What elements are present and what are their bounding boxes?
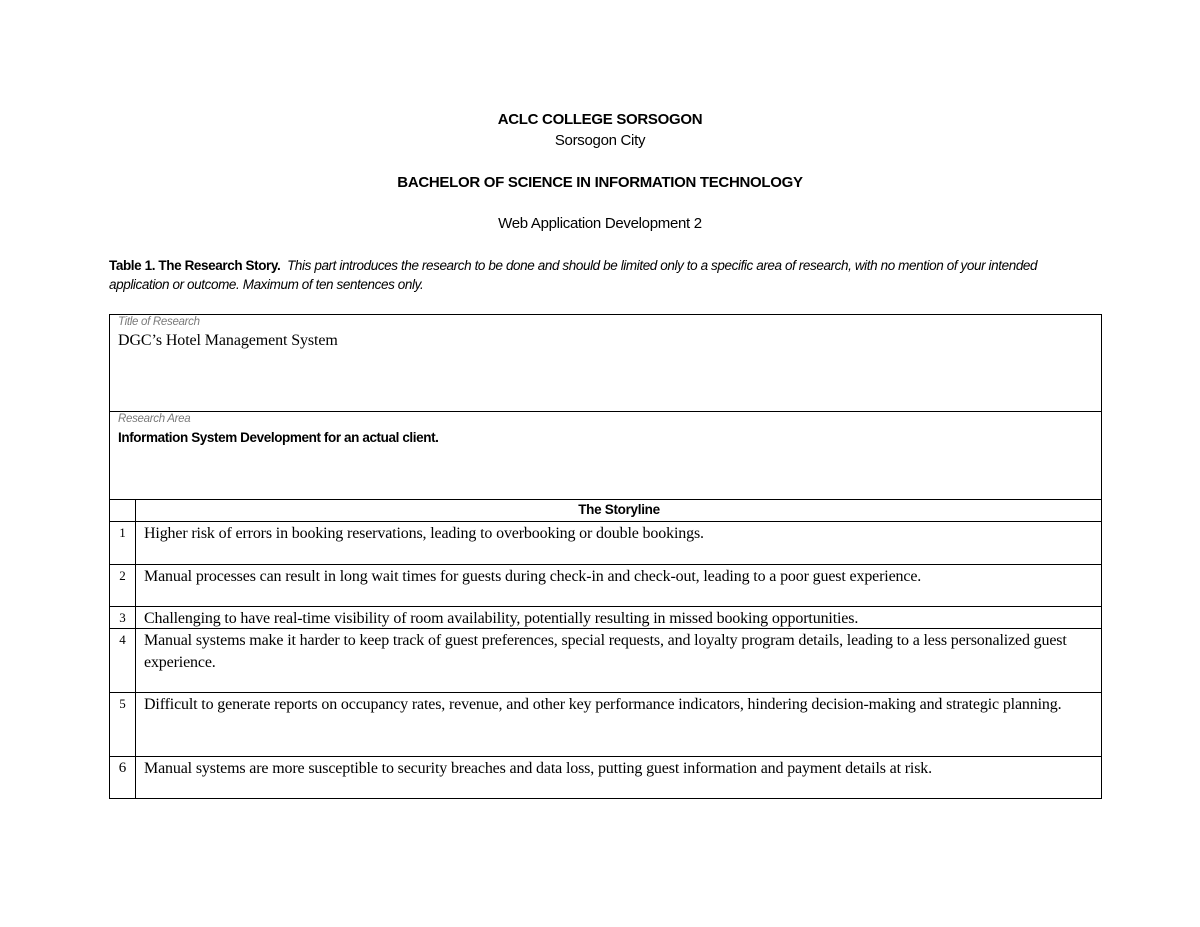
storyline-heading: The Storyline — [578, 502, 660, 517]
storyline-row-text: Difficult to generate reports on occupancy rates, revenue, and other key performance indicators, hindering decision-making and strategic planning. — [144, 696, 1062, 713]
title-of-research-label: Title of Research — [118, 316, 200, 328]
table-border-left — [109, 314, 110, 799]
storyline-row-text: Manual processes can result in long wait times for guests during check-in and check-out, leading to a poor guest experience. — [144, 568, 922, 585]
table-divider-title — [109, 411, 1102, 412]
program-title: BACHELOR OF SCIENCE IN INFORMATION TECHNOLOGY — [397, 174, 803, 191]
storyline-row-number: 3 — [119, 610, 126, 625]
storyline-row-number: 4 — [119, 632, 126, 647]
table-border-bottom — [109, 798, 1102, 799]
table-number-column-divider — [135, 499, 136, 799]
title-of-research-value: DGC’s Hotel Management System — [118, 332, 338, 349]
course-title: Web Application Development 2 — [498, 215, 702, 232]
storyline-row-number: 1 — [119, 525, 126, 540]
table-caption — [109, 256, 1099, 294]
table-border-right — [1101, 314, 1102, 799]
institution-city: Sorsogon City — [554, 132, 646, 149]
storyline-row-text: Manual systems are more susceptible to security breaches and data loss, putting guest information and payment details at risk. — [144, 760, 933, 777]
storyline-row-number: 5 — [119, 696, 126, 711]
table-border-top — [109, 314, 1102, 315]
table-divider-area — [109, 499, 1102, 500]
caption-text: This part introduces the research to be done and should be limited only to a specific area of research, with no mention of your intended application or outcome. Maximum of ten sentences only. — [109, 258, 1038, 292]
table-divider-heading — [109, 521, 1102, 522]
table-divider-row4 — [109, 692, 1102, 693]
storyline-row-text: Challenging to have real-time visibility of room availability, potentially resulting in missed booking opportunities. — [144, 610, 859, 627]
table-divider-row5 — [109, 756, 1102, 757]
storyline-row-number: 6 — [118, 760, 127, 776]
storyline-row-text: Higher risk of errors in booking reservations, leading to overbooking or double bookings. — [144, 525, 704, 542]
table-divider-row2 — [109, 606, 1102, 607]
research-area-label: Research Area — [118, 413, 191, 425]
institution-name: ACLC COLLEGE SORSOGON — [497, 111, 703, 128]
research-area-value: Information System Development for an actual client. — [118, 430, 439, 445]
table-divider-row1 — [109, 564, 1102, 565]
storyline-row-text: Manual systems make it harder to keep track of guest preferences, special requests, and loyalty program details, leading to a less personalized guest experience. — [144, 632, 1067, 671]
caption-label: Table 1. The Research Story. — [109, 258, 281, 273]
storyline-row-number: 2 — [119, 568, 126, 583]
